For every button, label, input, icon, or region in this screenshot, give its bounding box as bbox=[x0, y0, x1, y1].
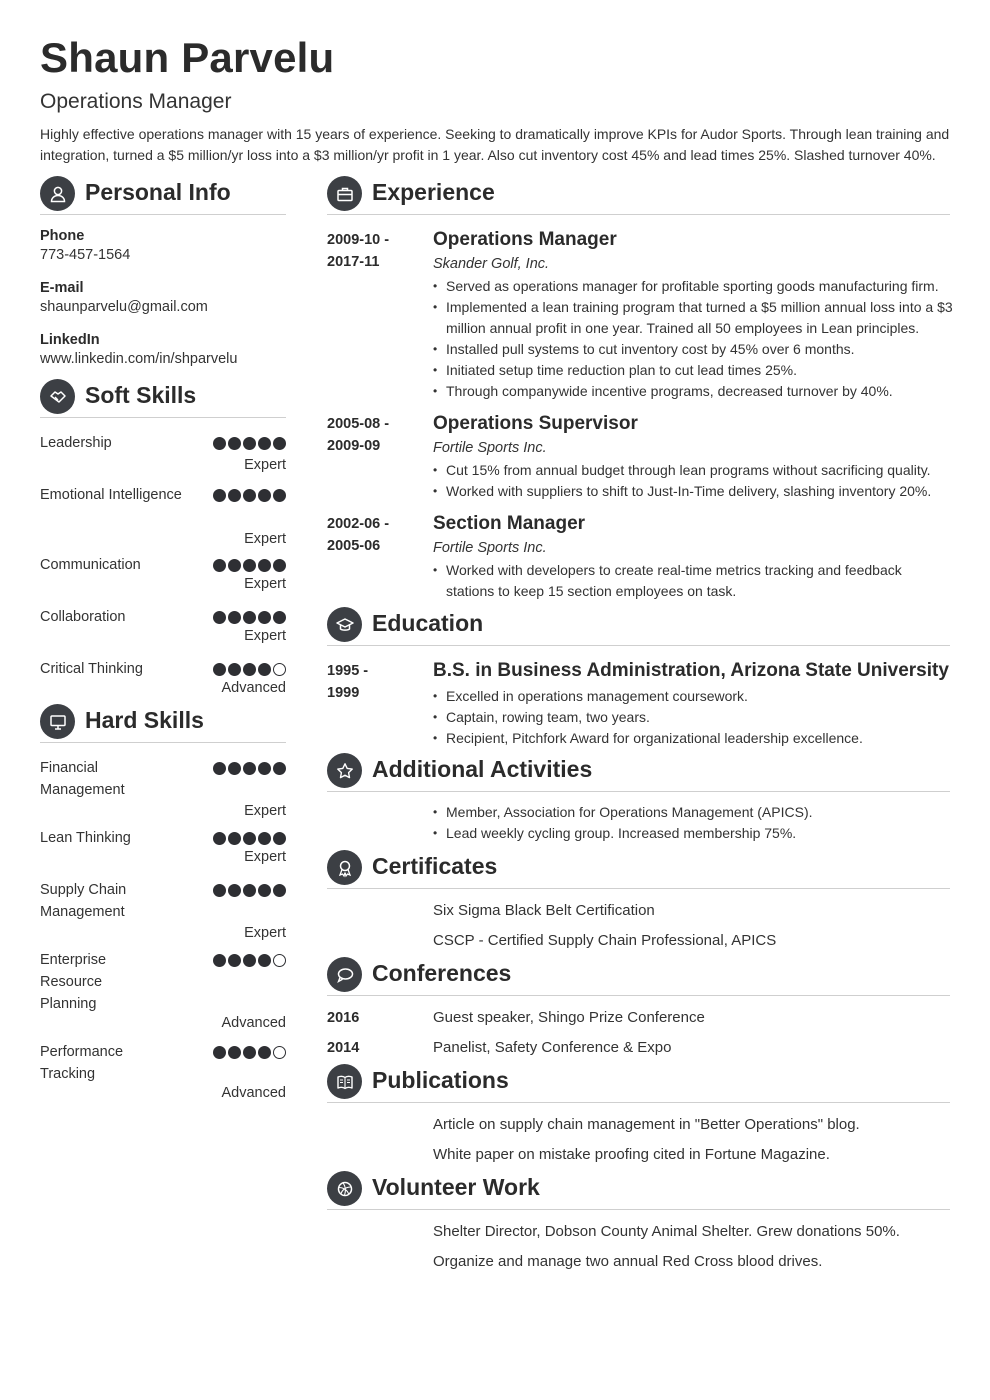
skill-level: Advanced bbox=[221, 680, 286, 696]
skill-item bbox=[40, 484, 286, 552]
rating-dot-filled bbox=[243, 437, 256, 450]
rating-dot-filled bbox=[213, 954, 226, 967]
skill-rating bbox=[213, 559, 286, 572]
rating-dot-filled bbox=[243, 954, 256, 967]
book-icon bbox=[327, 1064, 362, 1099]
date-start: 2009-10 - bbox=[327, 232, 390, 248]
bullet-list bbox=[433, 460, 953, 502]
rating-dot-filled bbox=[213, 437, 226, 450]
candidate-name: Shaun Parvelu bbox=[40, 34, 335, 81]
rating-dot-filled bbox=[213, 489, 226, 502]
rating-dot-filled bbox=[228, 954, 241, 967]
section-divider bbox=[327, 1209, 950, 1210]
skill-name: Emotional Intelligence bbox=[40, 487, 182, 503]
rating-dot-filled bbox=[273, 437, 286, 450]
rating-dot-filled bbox=[213, 1046, 226, 1059]
rating-dot-filled bbox=[228, 559, 241, 572]
soft-skills-header bbox=[40, 379, 286, 412]
section-divider bbox=[327, 1102, 950, 1103]
rating-dot-filled bbox=[213, 832, 226, 845]
list-item: • Implemented a lean training program that turned a $5 million annual loss into a $3 million annual profit in one year. Trained all 50 employees in Lean principles. bbox=[433, 297, 953, 339]
rating-dot-empty bbox=[273, 663, 286, 676]
skill-item bbox=[40, 879, 286, 947]
rating-dot-empty bbox=[273, 1046, 286, 1059]
section-divider bbox=[40, 742, 286, 743]
list-item: • Initiated setup time reduction plan to cut lead times 25%. bbox=[433, 360, 953, 381]
speech-bubble-icon bbox=[327, 957, 362, 992]
skill-name: Financial Management bbox=[40, 760, 125, 798]
soft-skills-section bbox=[40, 379, 286, 696]
rating-dot-filled bbox=[228, 663, 241, 676]
experience-header bbox=[327, 176, 950, 209]
rating-dot-filled bbox=[243, 832, 256, 845]
skill-rating bbox=[213, 489, 286, 502]
bullet-list bbox=[433, 276, 953, 402]
personal-info-section bbox=[40, 176, 286, 367]
job-title: Operations Manager bbox=[433, 229, 617, 250]
graduation-cap-icon bbox=[327, 607, 362, 642]
ball-icon bbox=[327, 1171, 362, 1206]
skill-level: Expert bbox=[244, 803, 286, 819]
section-title: Experience bbox=[372, 179, 495, 205]
bullet-list bbox=[433, 686, 953, 749]
rating-dot-filled bbox=[228, 611, 241, 624]
conferences-header bbox=[327, 957, 950, 990]
skill-name: Leadership bbox=[40, 435, 112, 451]
rating-dot-filled bbox=[273, 762, 286, 775]
skill-level: Expert bbox=[244, 925, 286, 941]
rating-dot-filled bbox=[258, 1046, 271, 1059]
skill-item bbox=[40, 606, 286, 652]
rating-dot-filled bbox=[258, 954, 271, 967]
rating-dot-filled bbox=[258, 559, 271, 572]
rating-dot-filled bbox=[243, 1046, 256, 1059]
rating-dot-filled bbox=[228, 762, 241, 775]
list-item: • Excelled in operations management coursework. bbox=[433, 686, 953, 707]
experience-entry bbox=[327, 513, 950, 603]
list-item: • Installed pull systems to cut inventory cost by 45% over 6 months. bbox=[433, 339, 953, 360]
email-label: E-mail bbox=[40, 280, 84, 296]
section-title: Publications bbox=[372, 1067, 509, 1093]
degree-title: B.S. in Business Administration, Arizona State University bbox=[433, 660, 949, 681]
experience-entry bbox=[327, 229, 953, 399]
summary-paragraph: Highly effective operations manager with 15 years of experience. Seeking to dramatically improve KPIs for Audor Sports. Through lean training and integration, turned a $5 million/yr loss into a $3 million/yr profit in 1 year. Also cut inventory cost 45% and lead times 25%. Slashed turnover 40%. bbox=[40, 126, 950, 163]
user-icon bbox=[40, 176, 75, 211]
rating-dot-filled bbox=[213, 559, 226, 572]
conference-item: Panelist, Safety Conference & Expo bbox=[433, 1039, 672, 1056]
skill-level: Expert bbox=[244, 628, 286, 644]
skill-item bbox=[40, 949, 286, 1039]
email-value: shaunparvelu@gmail.com bbox=[40, 299, 208, 315]
rating-dot-filled bbox=[243, 489, 256, 502]
date-end: 2017-11 bbox=[327, 254, 380, 270]
rating-dot-filled bbox=[213, 611, 226, 624]
skill-level: Expert bbox=[244, 531, 286, 547]
personal-info-header bbox=[40, 176, 286, 209]
skill-level: Advanced bbox=[221, 1085, 286, 1101]
skill-name: Collaboration bbox=[40, 609, 126, 625]
rating-dot-filled bbox=[273, 832, 286, 845]
section-divider bbox=[327, 995, 950, 996]
skill-rating bbox=[213, 884, 286, 897]
publication-item: Article on supply chain management in "Better Operations" blog. bbox=[433, 1116, 860, 1133]
certificates-header bbox=[327, 850, 950, 883]
education-entry bbox=[327, 660, 950, 750]
conference-year: 2016 bbox=[327, 1010, 360, 1026]
hard-skills-header bbox=[40, 704, 286, 737]
date-start: 1995 - bbox=[327, 663, 369, 679]
publications-header bbox=[327, 1064, 950, 1097]
activities-header bbox=[327, 753, 950, 786]
skill-rating bbox=[213, 762, 286, 775]
skill-level: Expert bbox=[244, 576, 286, 592]
date-end: 2009-09 bbox=[327, 438, 381, 454]
section-title: Hard Skills bbox=[85, 707, 204, 733]
education-header bbox=[327, 607, 950, 640]
entry-dates bbox=[327, 413, 417, 457]
rating-dot-filled bbox=[273, 559, 286, 572]
rating-dot-filled bbox=[213, 762, 226, 775]
rating-dot-filled bbox=[243, 884, 256, 897]
job-title: Operations Supervisor bbox=[433, 413, 638, 434]
rating-dot-filled bbox=[258, 611, 271, 624]
briefcase-icon bbox=[327, 176, 362, 211]
skill-name: Supply Chain Management bbox=[40, 882, 127, 920]
section-title: Additional Activities bbox=[372, 756, 593, 782]
phone-label: Phone bbox=[40, 228, 85, 244]
section-divider bbox=[327, 645, 950, 646]
section-title: Personal Info bbox=[85, 179, 231, 205]
company-name: Fortile Sports Inc. bbox=[433, 440, 547, 456]
section-title: Volunteer Work bbox=[372, 1174, 540, 1200]
bullet-list bbox=[433, 802, 953, 844]
rating-dot-filled bbox=[243, 559, 256, 572]
list-item: • Recipient, Pitchfork Award for organizational leadership excellence. bbox=[433, 728, 953, 749]
skill-rating bbox=[213, 832, 286, 845]
rating-dot-filled bbox=[228, 832, 241, 845]
monitor-icon bbox=[40, 704, 75, 739]
education-section bbox=[327, 607, 950, 746]
experience-entry bbox=[327, 413, 950, 503]
linkedin-value: www.linkedin.com/in/shparvelu bbox=[40, 351, 238, 367]
hard-skills-section bbox=[40, 704, 286, 1101]
rating-dot-filled bbox=[273, 611, 286, 624]
skill-name: Lean Thinking bbox=[40, 830, 131, 846]
rating-dot-filled bbox=[228, 1046, 241, 1059]
skill-level: Expert bbox=[244, 849, 286, 865]
rating-dot-filled bbox=[213, 663, 226, 676]
rating-dot-filled bbox=[243, 611, 256, 624]
date-start: 2005-08 - bbox=[327, 416, 390, 432]
skill-rating bbox=[213, 611, 286, 624]
skill-name: Enterprise Resource Planning bbox=[40, 952, 107, 1012]
rating-dot-filled bbox=[243, 762, 256, 775]
list-item: • Worked with suppliers to shift to Just-In-Time delivery, slashing inventory 20%. bbox=[433, 481, 953, 502]
certificates-section bbox=[327, 850, 950, 949]
skill-rating bbox=[213, 437, 286, 450]
publication-item: White paper on mistake proofing cited in Fortune Magazine. bbox=[433, 1146, 830, 1163]
volunteer-item: Organize and manage two annual Red Cross blood drives. bbox=[433, 1253, 823, 1270]
skill-rating bbox=[213, 663, 286, 676]
rating-dot-filled bbox=[258, 437, 271, 450]
list-item: • Served as operations manager for profitable sporting goods manufacturing firm. bbox=[433, 276, 953, 297]
rating-dot-filled bbox=[258, 762, 271, 775]
list-item: • Lead weekly cycling group. Increased membership 75%. bbox=[433, 823, 953, 844]
activities-section bbox=[327, 753, 950, 841]
rating-dot-filled bbox=[273, 489, 286, 502]
job-title: Section Manager bbox=[433, 513, 586, 534]
section-title: Soft Skills bbox=[85, 382, 197, 408]
company-name: Fortile Sports Inc. bbox=[433, 540, 547, 556]
skill-item bbox=[40, 827, 286, 873]
rating-dot-filled bbox=[258, 663, 271, 676]
volunteer-section bbox=[327, 1171, 950, 1270]
linkedin-label: LinkedIn bbox=[40, 332, 100, 348]
star-icon bbox=[327, 753, 362, 788]
entry-dates bbox=[327, 229, 417, 273]
section-title: Conferences bbox=[372, 960, 512, 986]
section-divider bbox=[327, 214, 950, 215]
skill-item bbox=[40, 554, 286, 600]
rating-dot-filled bbox=[228, 437, 241, 450]
skill-name: Communication bbox=[40, 557, 141, 573]
section-title: Education bbox=[372, 610, 484, 636]
phone-value: 773-457-1564 bbox=[40, 247, 131, 263]
rating-dot-filled bbox=[273, 884, 286, 897]
rating-dot-filled bbox=[228, 489, 241, 502]
entry-dates bbox=[327, 660, 417, 704]
conferences-section bbox=[327, 957, 950, 1056]
list-item: • Worked with developers to create real-time metrics tracking and feedback stations to keep 15 section employees on task. bbox=[433, 560, 923, 602]
volunteer-item: Shelter Director, Dobson County Animal Shelter. Grew donations 50%. bbox=[433, 1223, 900, 1240]
date-end: 2005-06 bbox=[327, 538, 381, 554]
certificate-item: Six Sigma Black Belt Certification bbox=[433, 902, 655, 919]
rating-dot-filled bbox=[258, 832, 271, 845]
list-item: • Cut 15% from annual budget through lean programs without sacrificing quality. bbox=[433, 460, 953, 481]
handshake-icon bbox=[40, 379, 75, 414]
rating-dot-filled bbox=[258, 489, 271, 502]
date-start: 2002-06 - bbox=[327, 516, 390, 532]
skill-level: Advanced bbox=[221, 1015, 286, 1031]
skill-rating bbox=[213, 954, 286, 967]
entry-dates bbox=[327, 513, 417, 557]
list-item: • Through companywide incentive programs, decreased turnover by 40%. bbox=[433, 381, 953, 402]
bullet-list bbox=[433, 560, 923, 602]
rating-dot-filled bbox=[213, 884, 226, 897]
section-divider bbox=[40, 417, 286, 418]
candidate-role: Operations Manager bbox=[40, 90, 232, 113]
rating-dot-empty bbox=[273, 954, 286, 967]
list-item: • Captain, rowing team, two years. bbox=[433, 707, 953, 728]
section-divider bbox=[327, 791, 950, 792]
section-title: Certificates bbox=[372, 853, 498, 879]
section-divider bbox=[327, 888, 950, 889]
skill-name: Performance Tracking bbox=[40, 1044, 124, 1082]
skill-item bbox=[40, 432, 286, 478]
conference-year: 2014 bbox=[327, 1040, 360, 1056]
date-end: 1999 bbox=[327, 685, 360, 701]
company-name: Skander Golf, Inc. bbox=[433, 256, 550, 272]
award-icon bbox=[327, 850, 362, 885]
skill-item bbox=[40, 658, 286, 704]
conference-item: Guest speaker, Shingo Prize Conference bbox=[433, 1009, 705, 1026]
skill-level: Expert bbox=[244, 457, 286, 473]
rating-dot-filled bbox=[228, 884, 241, 897]
rating-dot-filled bbox=[258, 884, 271, 897]
volunteer-header bbox=[327, 1171, 950, 1204]
section-divider bbox=[40, 214, 286, 215]
skill-item bbox=[40, 1041, 286, 1109]
skill-rating bbox=[213, 1046, 286, 1059]
rating-dot-filled bbox=[243, 663, 256, 676]
skill-item bbox=[40, 757, 286, 825]
publications-section bbox=[327, 1064, 950, 1163]
skill-name: Critical Thinking bbox=[40, 661, 143, 677]
list-item: • Member, Association for Operations Management (APICS). bbox=[433, 802, 953, 823]
certificate-item: CSCP - Certified Supply Chain Professional, APICS bbox=[433, 932, 777, 949]
experience-section bbox=[327, 176, 953, 599]
